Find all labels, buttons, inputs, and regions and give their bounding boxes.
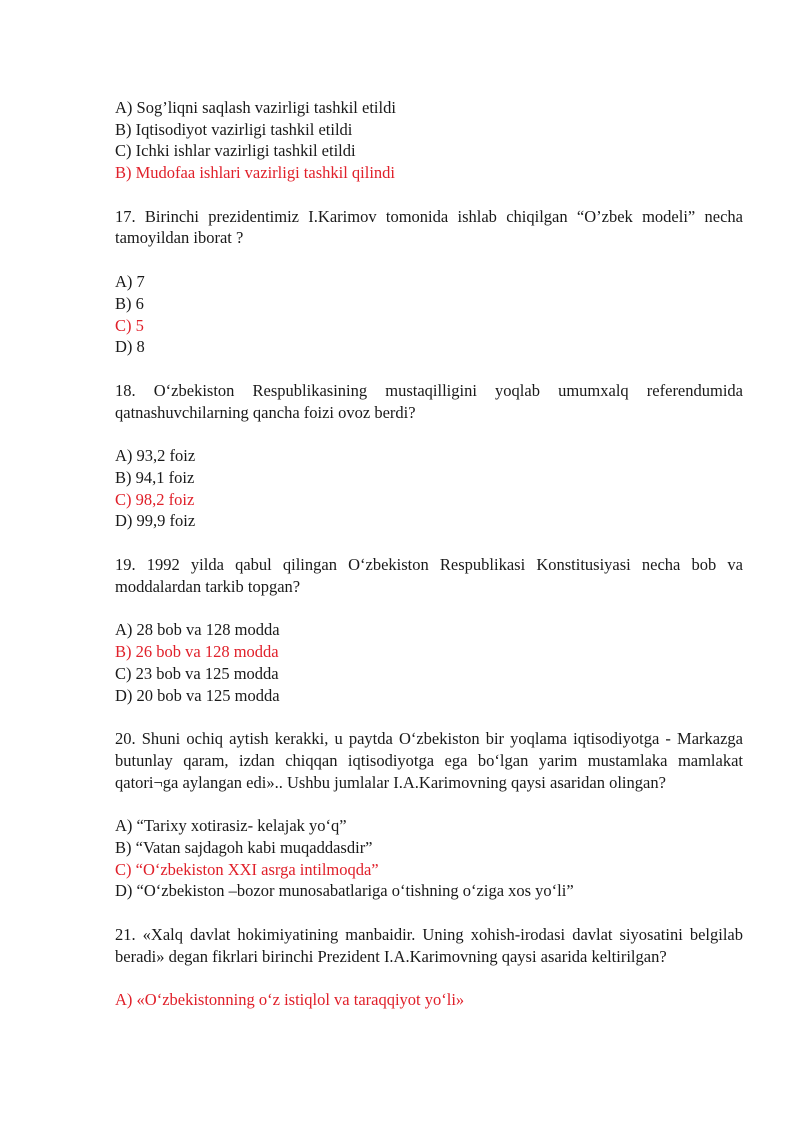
block-spacer	[115, 706, 743, 728]
question-spacer	[115, 423, 743, 445]
answer-option: A) Sog’liqni saqlash vazirligi tashkil etildi	[115, 98, 396, 117]
question-text: 17. Birinchi prezidentimiz I.Karimov tomonida ishlab chiqilgan “O’zbek modeli” necha tamoyildan iborat ?	[115, 206, 743, 248]
answer-option-correct: C) 98,2 foiz	[115, 489, 195, 509]
answer-option: D) 20 bob va 125 modda	[115, 685, 280, 705]
question-spacer	[115, 793, 743, 815]
answer-option: A) 7	[115, 272, 145, 292]
answer-option-correct: C) 5	[115, 315, 144, 335]
answer-option: B) Iqtisodiyot vazirligi tashkil etildi	[115, 119, 353, 139]
answer-option-correct: C) “O‘zbekiston XXI asrga intilmoqda”	[115, 859, 379, 879]
answer-option: B) 94,1 foiz	[115, 468, 195, 487]
question-list	[115, 97, 743, 1011]
question-spacer	[115, 597, 743, 619]
question-spacer	[115, 967, 743, 989]
answer-option: B) “Vatan sajdagoh kabi muqaddasdir”	[115, 838, 373, 858]
answer-option: D) 99,9 foiz	[115, 511, 196, 531]
answer-option: C) 23 bob va 125 modda	[115, 663, 279, 683]
question-text: 21. «Xalq davlat hokimiyatining manbaidir. Uning xohish-irodasi davlat siyosatini belgilab beradi» degan fikrlari birinchi Prezident I.A.Karimovning qaysi asarida keltirilgan?	[115, 925, 743, 966]
answer-option-correct: B) Mudofaa ishlari vazirligi tashkil qilindi	[115, 163, 395, 183]
question-text: 19. 1992 yilda qabul qilingan O‘zbekiston Respublikasi Konstitusiyasi necha bob va moddalardan tarkib topgan?	[115, 555, 743, 596]
block-spacer	[115, 358, 743, 380]
answer-option: B) 6	[115, 293, 144, 313]
answer-option: C) Ichki ishlar vazirligi tashkil etildi	[115, 141, 356, 161]
answer-option: A) 28 bob va 128 modda	[115, 620, 280, 640]
answer-option-correct: B) 26 bob va 128 modda	[115, 642, 279, 662]
question-text: 18. O‘zbekiston Respublikasining mustaqilligini yoqlab umumxalq referendumida qatnashuvchilarning qancha foizi ovoz berdi?	[115, 380, 743, 422]
answer-option: A) “Tarixy xotirasiz- kelajak yo‘q”	[115, 816, 347, 836]
block-spacer	[115, 532, 743, 554]
question-spacer	[115, 249, 743, 271]
block-spacer	[115, 184, 743, 206]
answer-option: D) “O‘zbekiston –bozor munosabatlariga o‘tishning o‘ziga xos yo‘li”	[115, 881, 574, 901]
block-spacer	[115, 902, 743, 924]
answer-option: A) 93,2 foiz	[115, 446, 196, 466]
question-text: 20. Shuni ochiq aytish kerakki, u paytda O‘zbekiston bir yoqlama iqtisodiyotga - Markazga butunlay qaram, izdan chiqqan iqtisodiyotga ega bo‘lgan yarim mustamlaka mamlakat qatori¬ga aylangan edi».. Ushbu jumlalar I.A.Karimovning qaysi asaridan olingan?	[115, 729, 743, 792]
answer-option-correct: A) «O‘zbekistonning o‘z istiqlol va taraqqiyot yo‘li»	[115, 990, 465, 1010]
answer-option: D) 8	[115, 337, 145, 357]
